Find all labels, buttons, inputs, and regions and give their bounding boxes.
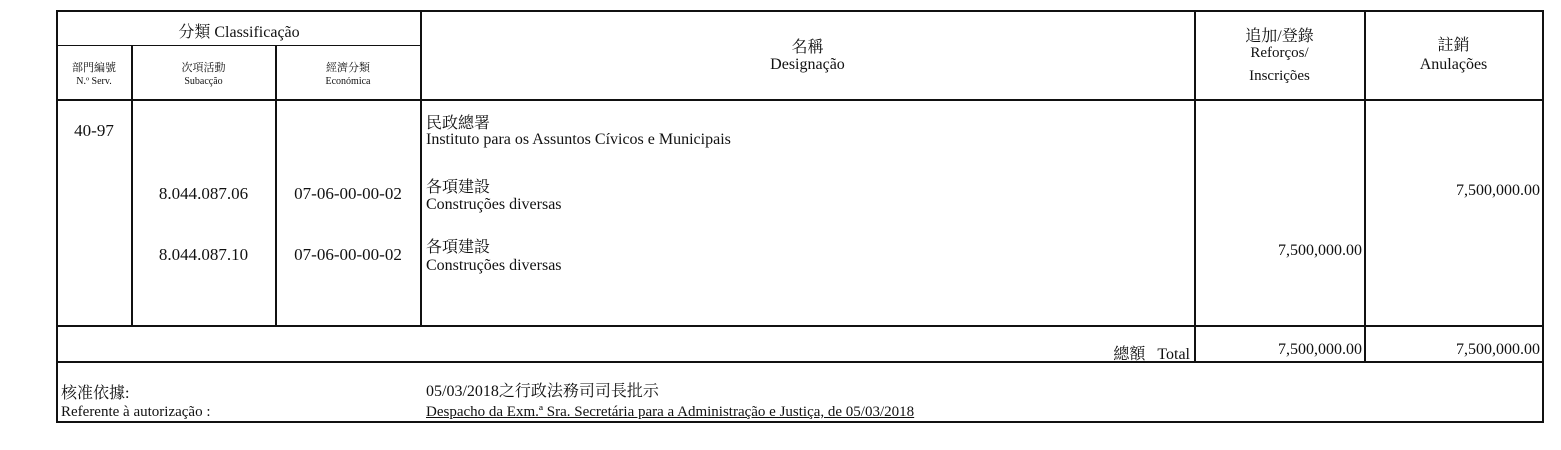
authorization-label-zh: 核准依據:	[61, 385, 130, 402]
row-subaction: 8.044.087.10	[158, 245, 249, 264]
header-dept-zh: 部門編號	[72, 62, 116, 74]
total-label	[900, 341, 1190, 364]
row-designation-pt: Construções diversas	[426, 257, 562, 274]
total-reinforcement: 7,500,000.00	[1278, 341, 1362, 358]
row-subaction: 8.044.087.06	[158, 184, 249, 203]
rule-classification-sub	[57, 45, 422, 46]
border-top	[57, 10, 1544, 12]
header-cancellation-pt: Anulações	[1419, 56, 1488, 73]
total-label-zh: 總額	[1113, 346, 1146, 363]
row-designation-zh: 民政總署	[426, 115, 491, 132]
header-reinforcement-pt2: Inscrições	[1249, 68, 1310, 84]
header-designation-zh: 名稱	[791, 39, 824, 56]
row-designation-pt: Construções diversas	[426, 196, 562, 213]
header-economic-pt: Económica	[325, 76, 371, 87]
header-cancellation-zh: 註銷	[1437, 37, 1470, 54]
row-economic: 07-06-00-00-02	[294, 245, 402, 264]
row-designation-zh: 各項建設	[426, 179, 491, 196]
header-classification: 分類 Classificação	[178, 24, 300, 41]
authorization-text-pt: Despacho da Exm.ª Sra. Secretária para a Administração e Justiça, de 05/03/2018	[426, 404, 915, 420]
header-economic-zh: 經濟分類	[326, 62, 370, 74]
row-designation-pt: Instituto para os Assuntos Cívicos e Municipais	[426, 131, 731, 148]
total-label-pt: Total	[1157, 346, 1190, 363]
authorization-text-zh: 05/03/2018之行政法務司司長批示	[426, 383, 659, 400]
rule-header-bottom	[57, 99, 1543, 101]
header-designation-pt: Designação	[770, 56, 845, 73]
authorization-label-pt: Referente à autorização :	[61, 404, 211, 420]
header-reinforcement-pt1: Reforços/	[1250, 45, 1309, 61]
header-dept-pt: N.º Serv.	[76, 76, 112, 87]
rule-total-bottom	[57, 361, 1543, 363]
row-economic: 07-06-00-00-02	[294, 184, 402, 203]
header-subaction-pt: Subacção	[184, 76, 223, 87]
col-divider-designation	[1194, 10, 1196, 362]
row-designation-zh: 各項建設	[426, 239, 491, 256]
row-cancellation: 7,500,000.00	[1456, 182, 1540, 199]
total-cancellation: 7,500,000.00	[1456, 341, 1540, 358]
row-dept-code: 40-97	[74, 121, 114, 140]
rule-body-bottom	[57, 325, 1543, 327]
border-bottom	[57, 421, 1544, 423]
header-reinforcement-zh: 追加/登錄	[1245, 28, 1314, 45]
row-reinforcement: 7,500,000.00	[1278, 242, 1362, 259]
header-subaction-zh: 次項活動	[181, 62, 226, 74]
